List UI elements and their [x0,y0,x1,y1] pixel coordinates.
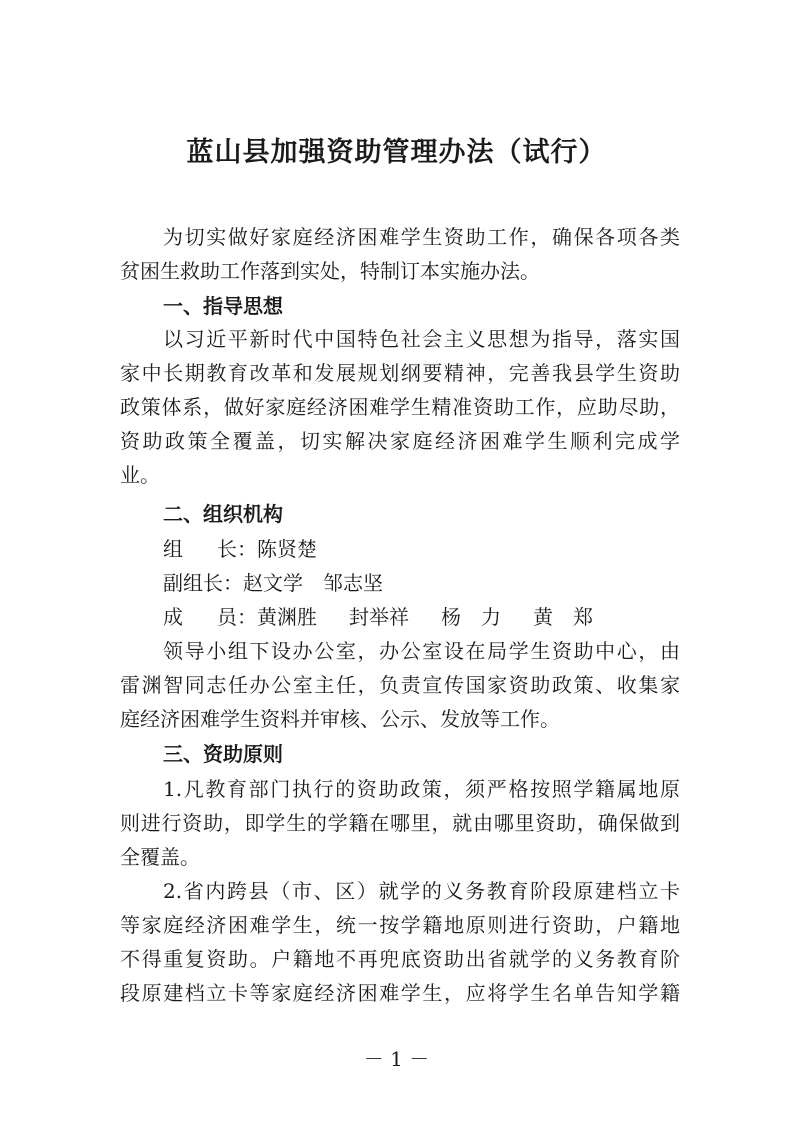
member-name: 封举祥 [349,605,409,629]
section-heading: 二、组织机构 [163,502,283,526]
paragraph-line: 段原建档立卡等家庭经济困难学生，应将学生名单告知学籍 [120,981,680,1005]
member-name: 黄渊胜 [257,605,317,629]
org-deputy-row [163,570,680,596]
paragraph-line: 以习近平新时代中国特色社会主义思想为指导，落实国 [163,327,680,351]
paragraph-line: 不得重复资助。户籍地不再兜底资助出省就学的义务教育阶 [120,947,680,971]
paragraph-line: 全覆盖。 [120,845,200,869]
paragraph-line: 等家庭经济困难学生，统一按学籍地原则进行资助，户籍地 [120,913,680,937]
document-title: 蓝山县加强资助管理办法（试行） [186,137,607,168]
members-label-a: 成 [163,605,183,629]
deputy-label: 副组长： [163,571,243,595]
leader-label-b: 长： [217,537,257,561]
leader-label-a: 组 [163,537,183,561]
paragraph-line: 雷渊智同志任办公室主任，负责宣传国家资助政策、收集家 [120,673,680,697]
page-number: － 1 － [363,1047,430,1071]
member-name: 杨 力 [441,605,501,629]
intro-line: 贫困生救助工作落到实处，特制订本实施办法。 [120,259,540,283]
paragraph-line: 资助政策全覆盖，切实解决家庭经济困难学生顺利完成学 [120,429,680,453]
paragraph-line: 业。 [120,463,160,487]
paragraph-line: 2.省内跨县（市、区）就学的义务教育阶段原建档立卡 [163,879,680,903]
member-name: 黄 郑 [533,605,593,629]
paragraph-line: 家中长期教育改革和发展规划纲要精神，完善我县学生资助 [120,361,680,385]
leader-name: 陈贤楚 [257,537,317,561]
paragraph-line: 则进行资助，即学生的学籍在哪里，就由哪里资助，确保做到 [120,811,680,835]
org-members-row [163,604,680,630]
section-heading: 三、资助原则 [163,742,283,766]
paragraph-line: 庭经济困难学生资料并审核、公示、发放等工作。 [120,707,560,731]
deputy-names: 赵文学 邹志坚 [243,571,383,595]
paragraph-line: 领导小组下设办公室，办公室设在局学生资助中心，由 [163,639,680,663]
org-leader-row [163,536,680,562]
paragraph-line: 1.凡教育部门执行的资助政策，须严格按照学籍属地原 [163,777,680,801]
paragraph-line: 政策体系，做好家庭经济困难学生精准资助工作，应助尽助， [120,395,680,419]
members-label-b: 员： [217,605,257,629]
section-heading: 一、指导思想 [163,294,283,318]
intro-line: 为切实做好家庭经济困难学生资助工作，确保各项各类 [163,225,680,249]
